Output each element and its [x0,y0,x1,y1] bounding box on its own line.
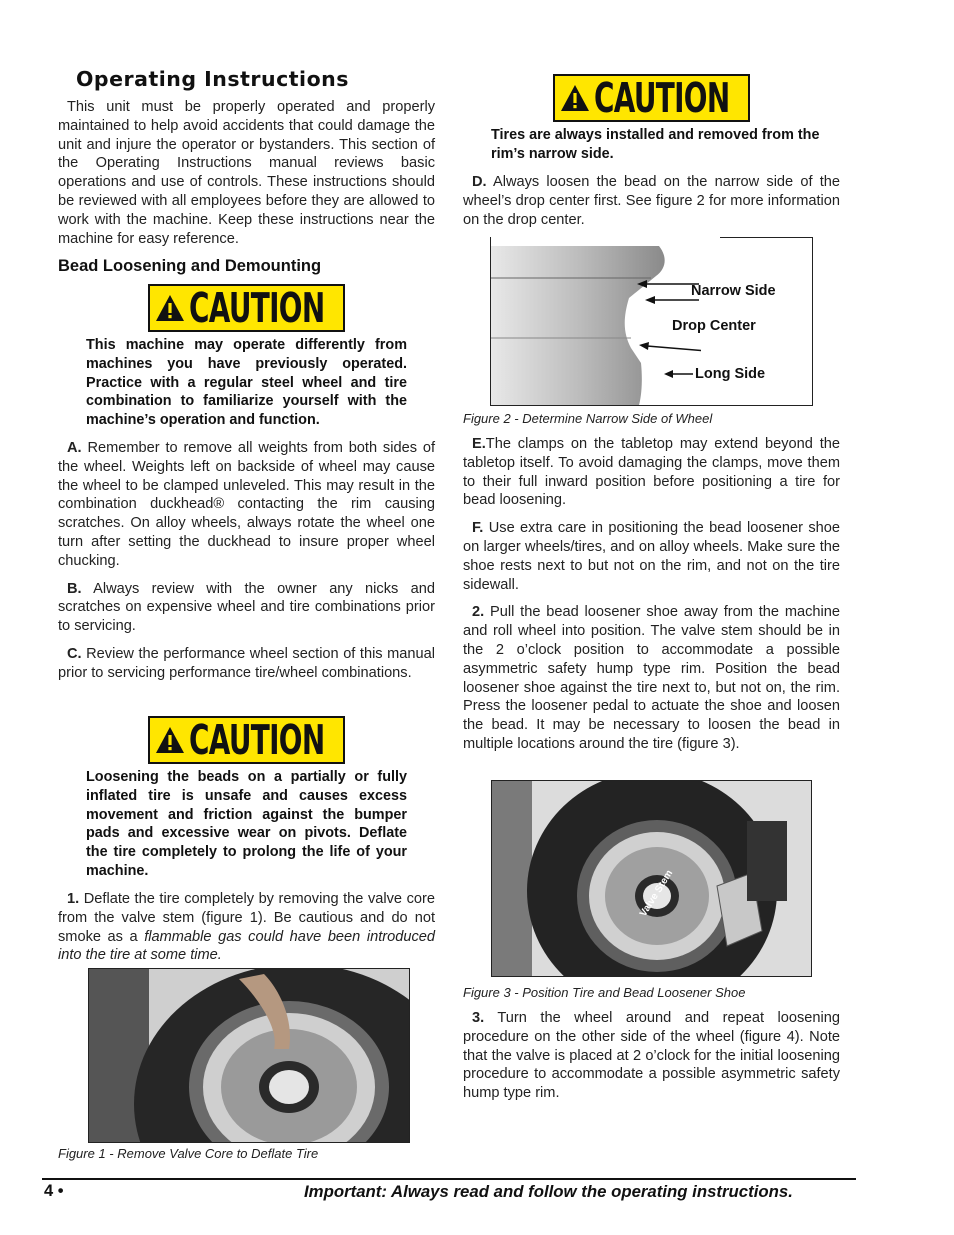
items-e-2 [463,435,840,763]
figure-3-photo [491,780,812,977]
label-long-side: Long Side [695,366,766,382]
caution-banner-2 [148,716,345,764]
caution-text-3: Tires are always installed and removed from the rim’s narrow side. [491,127,820,162]
valve-stem-label: Valve Stem [638,868,676,919]
caution-label: CAUTION [188,283,324,332]
item-1-text: Deflate the tire completely by removing the valve core from the valve stem (figure 1). Be cautious and do not smoke as a [58,891,436,945]
item-b-lead: B. [67,580,82,597]
caution-banner-1 [148,284,345,332]
warning-icon [560,83,590,113]
item-d [463,173,840,238]
section-heading: Bead Loosening and Demounting [58,257,322,275]
caution-label: CAUTION [593,73,729,122]
tire-wheel-image [89,969,410,1143]
page-number: 4 • [44,1182,64,1200]
item-e-text: The clamps on the tabletop may extend beyond the tabletop itself. To avoid damaging the clamps, move them to their full inward position before positioning a tire for bead loosening. [463,436,840,509]
item-d-lead: D. [472,174,487,190]
item-1-lead: 1. [67,891,80,907]
arrow-long-side-icon [663,368,693,380]
footer-note: Important: Always read and follow the operating instructions. [304,1182,793,1201]
caution-banner-3 [553,74,750,122]
item-c-lead: C. [67,645,82,662]
label-narrow-side: Narrow Side [691,283,776,299]
figure-3-caption: Figure 3 - Position Tire and Bead Loosener Shoe [463,985,746,1000]
label-drop-center: Drop Center [672,318,756,334]
item-3 [463,1009,840,1112]
item-1 [58,890,435,974]
item-b-text: Always review with the owner any nicks and scratches on expensive wheel and tire combinations prior to servicing. [58,580,435,635]
page-title: Operating Instructions [76,67,349,91]
item-1-italic: flammable gas could have been introduced into the tire at some time. [58,928,435,964]
caution-text-1: This machine may operate differently from machines you have previously operated. Practice with a regular steel wheel and tire combination to familiarize yourself with the machine’s operation and function. [86,337,407,429]
caution-text-2: Loosening the beads on a partially or fully inflated tire is unsafe and causes excess movement and friction against the bumper pads and excessive wear on pivots. Deflate the tire completely to prolong the life of your machine. [86,769,407,879]
item-f-text: Use extra care in positioning the bead loosener shoe on larger wheels/tires, and on alloy wheels. Make sure the shoe rests next to but not on the rim, and not on the tire sidewall. [463,520,840,593]
figure-1-caption: Figure 1 - Remove Valve Core to Deflate Tire [58,1146,319,1161]
item-a-lead: A. [67,440,82,456]
item-c-text: Review the performance wheel section of this manual prior to servicing performance tire/wheel combinations. [58,645,435,681]
item-a-text: Remember to remove all weights from both sides of the wheel. Weights left on backside of wheel may cause the wheel to be clamped unleveled. This may result in the combination duckhead® contacting the rim causing scratches. On alloy wheels, always rotate the wheel one turn after setting the duckhead to insure proper wheel chucking. [58,440,435,569]
figure-2 [490,237,813,406]
footer-rule [42,1178,856,1180]
caution-label: CAUTION [188,715,324,764]
item-2-lead: 2. [472,604,485,621]
item-2-text: Pull the bead loosener shoe away from the machine and roll wheel into position. The valve stem should be in the 2 o’clock position to accommodate a possible asymmetric safety hump type rim. Position the bead loosener shoe against the tire next to, but not on, the rim. Press the loosener pedal to actuate the shoe and loosen the bead. It may be necessary to loosen the bead in multiple locations around the tire (figure 3). [463,604,840,752]
warning-icon [155,725,185,755]
item-3-lead: 3. [472,1010,485,1026]
figure-1-photo [88,968,410,1143]
item-3-text: Turn the wheel around and repeat loosening procedure on the other side of the wheel (figure 4). Note that the valve is placed at 2 o’clock for the initial loosening procedure to accommodate a possible asymmetric safety hump type rim. [463,1010,840,1102]
intro-text: This unit must be properly operated and properly maintained to help avoid accidents that could damage the unit and injure the operator or bystanders. This section of the Operating Instructions manual reviews basic operations and use of controls. These instructions should be reviewed with all employees before they are allowed to work with the machine. Keep these instructions near the machine for easy reference. [58,99,435,247]
item-e-lead: E. [472,436,486,452]
intro-paragraph [58,98,435,257]
items-a-c [58,439,435,692]
figure-2-caption: Figure 2 - Determine Narrow Side of Wheel [463,411,713,426]
warning-icon [155,293,185,323]
item-f-lead: F. [472,520,484,537]
item-d-text: Always loosen the bead on the narrow side of the wheel’s drop center first. See figure 2 for more information on the drop center. [463,174,840,228]
tire-loosener-image [492,781,812,977]
figure-2-border-mask [491,236,720,239]
